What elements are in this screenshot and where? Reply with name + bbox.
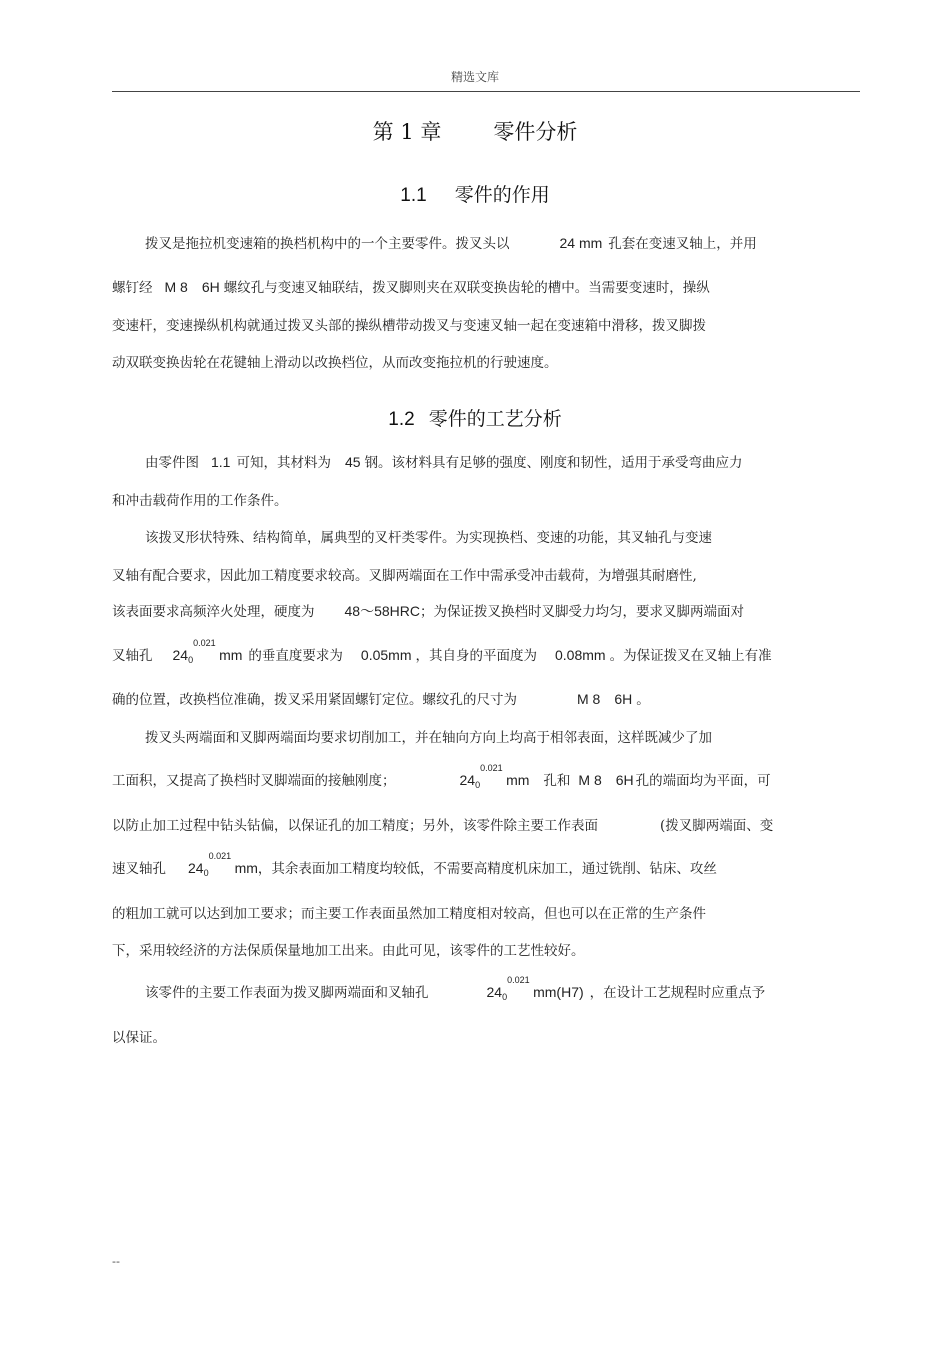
section-1-2-heading: 1.2 零件的工艺分析 (388, 408, 562, 430)
paragraph-line: 叉轴孔 $24_0$ 0.021 mm 的垂直度要求为 0.05mm ，其自身的平面度为 0.08mm 。为保证拨叉在叉轴上有准 (112, 638, 772, 665)
tolerance-dimension: $24_0$ 0.021 (486, 975, 530, 1002)
paragraph-line: 该零件的主要工作表面为拨叉脚两端面和叉轴孔 $24_0$ 0.021 mm(H7) ，在设计工艺规程时应重点予 (145, 975, 766, 1002)
paragraph-line: 工面积，又提高了换档时叉脚端面的接触刚度； $24_0$ 0.021 mm 孔和 M 8 6H 孔的端面均为平面，可 (112, 763, 771, 790)
paragraph-line: 确的位置，改换档位准确，拨叉采用紧固螺钉定位。螺纹孔的尺寸为 M 8 6H 。 (112, 691, 650, 708)
paragraph-line: 动双联变换齿轮在花键轴上滑动以改换档位，从而改变拖拉机的行驶速度。 (112, 355, 558, 371)
paragraph-line: 以防止加工过程中钻头钻偏，以保证孔的加工精度；另外，该零件除主要工作表面 (拨叉脚两端面、变 (112, 818, 774, 834)
paragraph-line: 该拨叉形状特殊、结构简单，属典型的叉杆类零件。为实现换档、变速的功能，其叉轴孔与变速 (145, 530, 712, 546)
header-divider (112, 91, 860, 92)
paragraph-line: 下，采用较经济的方法保质保量地加工出来。由此可见，该零件的工艺性较好。 (112, 943, 585, 959)
tolerance-dimension: $24_0$ 0.021 (459, 763, 503, 790)
paragraph-line: 该表面要求高频淬火处理，硬度为 48～58HRC；为保证拨叉换档时叉脚受力均匀，要求叉脚两端面对 (112, 603, 744, 620)
section-1-1-heading: 1.1 零件的作用 (400, 184, 550, 206)
paragraph-line: 和冲击载荷作用的工作条件。 (112, 493, 288, 509)
paragraph-line: 变速杆，变速操纵机构就通过拨叉头部的操纵槽带动拨叉与变速叉轴一起在变速箱中滑移，拨叉脚拨 (112, 318, 706, 334)
paragraph-line: 叉轴有配合要求，因此加工精度要求较高。叉脚两端面在工作中需承受冲击载荷，为增强其耐磨性, (112, 568, 697, 584)
paragraph-line: 拨叉是拖拉机变速箱的换档机构中的一个主要零件。拨叉头以 24 mm 孔套在变速叉轴上，并用 (145, 235, 757, 252)
paragraph-line: 由零件图 1.1 可知，其材料为 45 钢。该材料具有足够的强度、刚度和韧性，适用于承受弯曲应力 (145, 454, 743, 471)
paragraph-line: 螺钉经 M 8 6H 螺纹孔与变速叉轴联结，拨叉脚则夹在双联变换齿轮的槽中。当需要变速时，操纵 (112, 279, 710, 296)
chapter-name: 零件分析 (493, 120, 578, 144)
paragraph-line: 拨叉头两端面和叉脚两端面均要求切削加工，并在轴向方向上均高于相邻表面，这样既减少了加 (145, 730, 712, 746)
chapter-number: 第 1 章 (372, 120, 442, 144)
chapter-title (0, 116, 950, 146)
paragraph-line: 速叉轴孔 $24_0$ 0.021 mm，其余表面加工精度均较低，不需要高精度机床加工，通过铣削、钻床、攻丝 (112, 851, 717, 878)
paragraph-line: 的粗加工就可以达到加工要求；而主要工作表面虽然加工精度相对较高，但也可以在正常的生产条件 (112, 906, 706, 922)
tolerance-dimension: $24_0$ 0.021 (172, 638, 216, 665)
tolerance-dimension: $24_0$ 0.021 (188, 851, 232, 878)
page-header: 精选文库 (450, 70, 499, 84)
page-footer: -- (112, 1255, 120, 1268)
paragraph-line: 以保证。 (112, 1030, 166, 1046)
